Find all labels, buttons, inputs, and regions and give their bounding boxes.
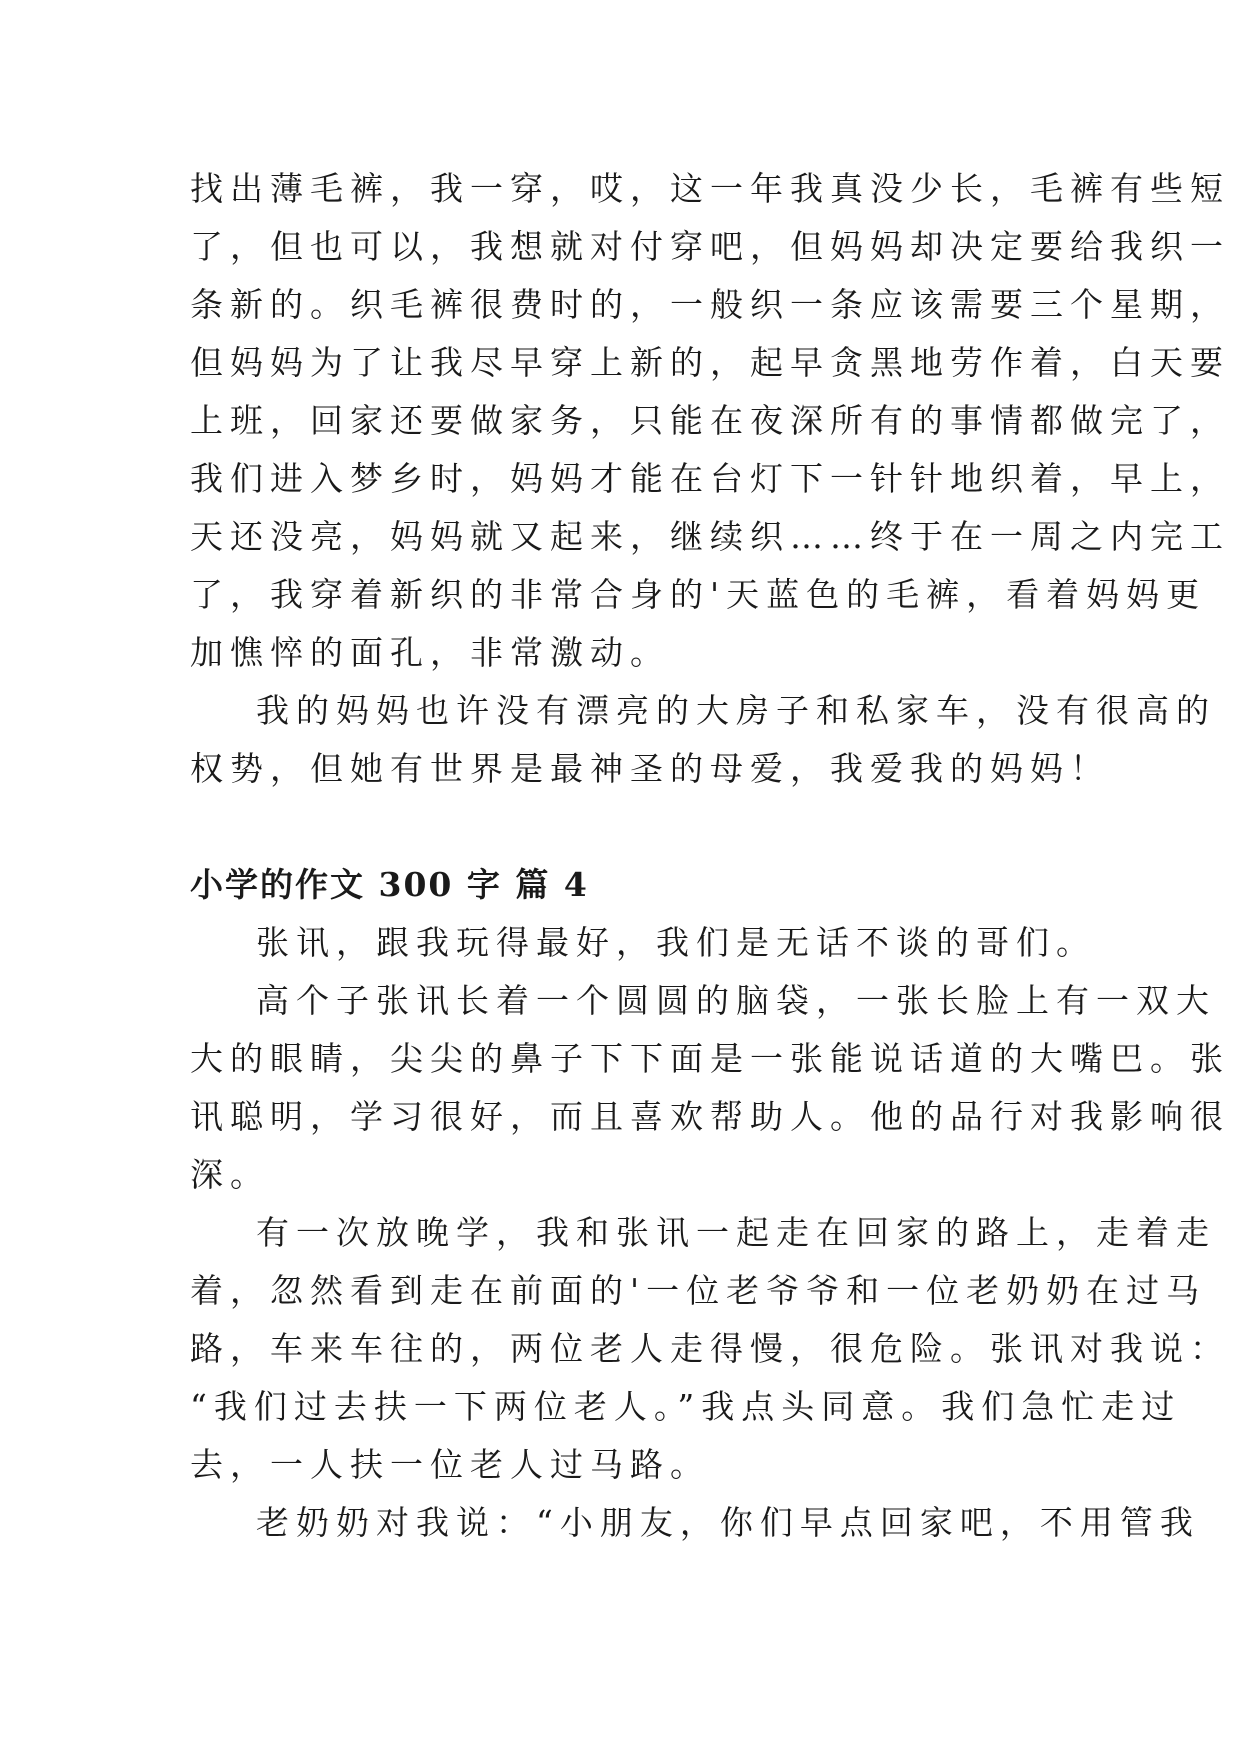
text-line: 高个子张讯长着一个圆圆的脑袋，一张长脸上有一双大 [256, 981, 1216, 1020]
paragraph [190, 160, 1230, 682]
text-line: “我们过去扶一下两位老人。”我点头同意。我们急忙走过 [190, 1387, 1182, 1426]
paragraph [190, 972, 1230, 1204]
text-line: 有一次放晚学，我和张讯一起走在回家的路上，走着走 [256, 1213, 1216, 1252]
section-gap [190, 798, 1070, 856]
text-line: 但妈妈为了让我尽早穿上新的，起早贪黑地劳作着，白天要 [190, 343, 1230, 382]
text-line: 路，车来车往的，两位老人走得慢，很危险。张讯对我说： [190, 1329, 1230, 1368]
text-line: 加憔悴的面孔，非常激动。 [190, 633, 670, 672]
text-line: 上班，回家还要做家务，只能在夜深所有的事情都做完了， [190, 401, 1230, 440]
section-heading: 小学的作文 300 字 篇 4 [190, 865, 589, 904]
text-line: 了，我穿着新织的非常合身的'天蓝色的毛裤，看着妈妈更 [190, 575, 1207, 614]
paragraph [190, 1494, 1200, 1552]
text-line: 大的眼睛，尖尖的鼻子下下面是一张能说话道的大嘴巴。张 [190, 1039, 1230, 1078]
paragraph [190, 1204, 1230, 1494]
text-line: 天还没亮，妈妈就又起来，继续织……终于在一周之内完工 [190, 517, 1230, 556]
text-line: 讯聪明，学习很好，而且喜欢帮助人。他的品行对我影响很 [190, 1097, 1230, 1136]
paragraph [190, 914, 1096, 972]
text-line: 深。 [190, 1155, 270, 1194]
text-line: 找出薄毛裤，我一穿，哎，这一年我真没少长，毛裤有些短 [190, 169, 1230, 208]
text-line: 了，但也可以，我想就对付穿吧，但妈妈却决定要给我织一 [190, 227, 1230, 266]
text-line: 去，一人扶一位老人过马路。 [190, 1445, 710, 1484]
text-line: 我们进入梦乡时，妈妈才能在台灯下一针针地织着，早上， [190, 459, 1230, 498]
text-line: 张讯，跟我玩得最好，我们是无话不谈的哥们。 [256, 923, 1096, 962]
text-line: 老奶奶对我说：“小朋友，你们早点回家吧，不用管我 [256, 1503, 1200, 1542]
document-body [190, 160, 1230, 1552]
text-line: 条新的。织毛裤很费时的，一般织一条应该需要三个星期， [190, 285, 1230, 324]
text-line: 我的妈妈也许没有漂亮的大房子和私家车，没有很高的 [256, 691, 1216, 730]
paragraph [190, 682, 1216, 798]
text-line: 着，忽然看到走在前面的'一位老爷爷和一位老奶奶在过马 [190, 1271, 1207, 1310]
text-line: 权势，但她有世界是最神圣的母爱，我爱我的妈妈！ [190, 749, 1110, 788]
